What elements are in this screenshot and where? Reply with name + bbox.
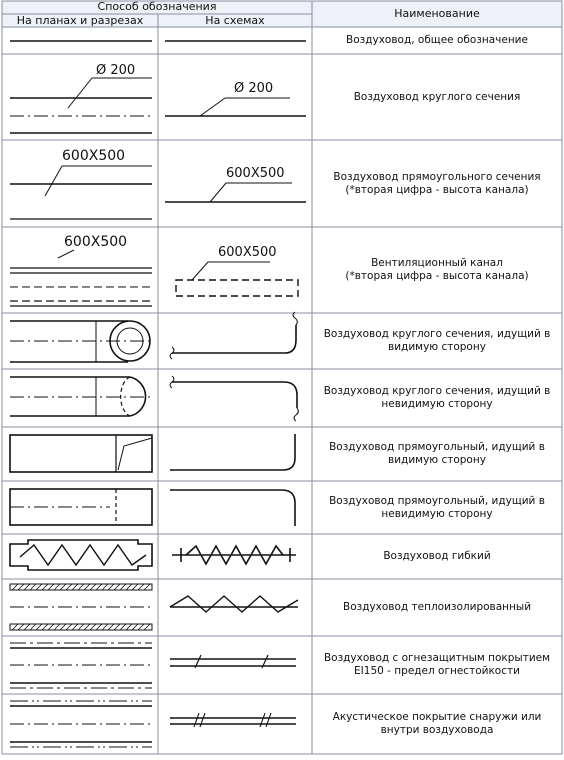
symbol-rect-invisible-plan xyxy=(10,489,152,525)
symbol-round-visible-plan xyxy=(10,321,150,362)
row-name-acoustic: Акустическое покрытие снаружи или внутри воздуховода xyxy=(332,711,542,736)
row-name-rect: Воздуховод прямоугольного сечения (*вторая цифра - высота канала) xyxy=(333,170,541,196)
symbol-acoustic-scheme xyxy=(170,713,296,727)
header-plans: На планах и разрезах xyxy=(16,14,144,27)
symbol-round-invisible-scheme xyxy=(170,376,298,421)
symbol-insulated-scheme xyxy=(170,596,298,612)
header-name: Наименование xyxy=(394,7,480,20)
row-name-insulated: Воздуховод теплоизолированный xyxy=(342,601,532,613)
symbol-channel-scheme xyxy=(176,262,298,296)
row-name-flexible: Воздуховод гибкий xyxy=(383,550,491,562)
header-schemes: На схемах xyxy=(205,14,265,27)
symbol-acoustic-plan xyxy=(10,701,152,747)
symbol-rect-visible-plan xyxy=(10,435,152,472)
label-round-scheme: Ø 200 xyxy=(234,81,274,96)
row-name-round-visible: Воздуховод круглого сечения, идущий в видимую сторону xyxy=(323,328,551,353)
header-method: Способ обозначения xyxy=(97,0,217,13)
row-name-channel: Вентиляционный канал (*вторая цифра - высота канала) xyxy=(345,257,529,282)
symbol-fire-scheme xyxy=(170,655,296,668)
label-channel-plan: 600X500 xyxy=(64,234,128,250)
label-rect-scheme: 600X500 xyxy=(226,166,285,181)
symbol-rect-plan xyxy=(10,166,152,219)
row-name-rect-visible: Воздуховод прямоугольный, идущий в видимую сторону xyxy=(329,441,545,466)
symbol-flexible-plan xyxy=(10,540,152,570)
row-name-round-invisible: Воздуховод круглого сечения, идущий в невидимую сторону xyxy=(323,385,551,410)
row-name-rect-invisible: Воздуховод прямоугольный, идущий в невидимую сторону xyxy=(329,494,545,520)
symbol-rect-invisible-scheme xyxy=(170,490,295,526)
symbol-fire-plan xyxy=(10,643,152,688)
symbol-round-visible-scheme xyxy=(170,312,297,359)
row-name-round: Воздуховод круглого сечения xyxy=(353,90,521,103)
symbol-insulated-plan xyxy=(10,584,152,630)
symbol-round-invisible-plan xyxy=(10,377,150,416)
symbol-rect-scheme xyxy=(165,183,306,202)
label-round-plan: Ø 200 xyxy=(96,63,136,78)
label-rect-plan: 600X500 xyxy=(62,148,126,164)
symbol-rect-visible-scheme xyxy=(170,434,295,470)
symbol-channel-plan xyxy=(10,250,152,306)
symbol-round-plan xyxy=(10,78,152,133)
row-name-general: Воздуховод, общее обозначение xyxy=(346,34,528,46)
row-name-fire: Воздуховод с огнезащитным покрытием EI150 - предел огнестойкости xyxy=(323,652,551,677)
symbol-round-scheme xyxy=(165,98,306,116)
symbol-flexible-scheme xyxy=(172,546,296,564)
label-channel-scheme: 600X500 xyxy=(218,245,277,260)
